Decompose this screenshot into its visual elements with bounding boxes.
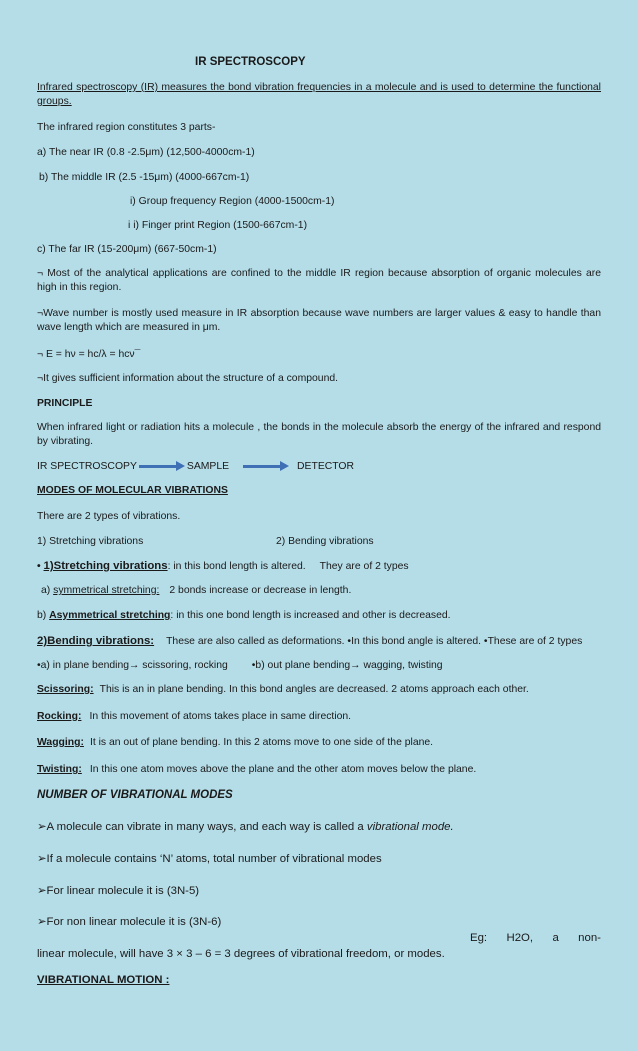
regions-intro: The infrared region constitutes 3 parts- [37,122,216,133]
bullet-wave-number: ¬Wave number is mostly used measure in IR absorption because wave numbers are larger values & easy to handle than wave length which are measured in μm. [37,308,601,333]
flow-sample: SAMPLE [186,461,230,472]
bullet-energy-formula: ¬ E = hν = hc/λ = hcν¯ [37,349,141,360]
two-types-text: There are 2 types of vibrations. [37,511,181,522]
rocking-text: In this movement of atoms takes place in same direction. [89,711,352,722]
scissoring-line [37,683,601,697]
asym-prefix: b) [37,610,50,621]
vibrational-motion-heading: VIBRATIONAL MOTION : [37,974,170,986]
wagging-text: It is an out of plane bending. In this 2 atoms move to one side of the plane. [89,737,434,748]
principle-text: When infrared light or radiation hits a molecule , the bonds in the molecule absorb the energy of the infrared and respond by vibrating. [37,422,601,447]
symmetrical-label: symmetrical stretching: [53,585,160,596]
scissoring-text: This is an in plane bending. In this bond angles are decreased. 2 atoms approach each other. [99,684,529,695]
middle-ir-line: b) The middle IR (2.5 -15μm) (4000-667cm-1) [39,172,250,183]
flow-ir-spectroscopy: IR SPECTROSCOPY [37,461,137,472]
bending-label: 2)Bending vibrations: [37,635,155,647]
bending-line [37,634,601,649]
wagging-label: Wagging: [37,737,84,748]
eg-non: non- [578,932,601,944]
right-arrow-icon [139,461,185,471]
far-ir-line: c) The far IR (15-200μm) (667-50cm-1) [37,244,217,255]
twisting-text: In this one atom moves above the plane and the other atom moves below the plane. [89,764,477,775]
asymmetrical-line [37,609,601,623]
flow-detector: DETECTOR [297,461,355,472]
eg-label: Eg: [470,932,488,944]
intro-paragraph: Infrared spectroscopy (IR) measures the bond vibration frequencies in a molecule and is used to determine the functional groups. [37,82,601,107]
flow-diagram [37,460,601,474]
stretching-text: : in this bond length is altered. [167,561,306,572]
twisting-line [37,763,601,777]
modes-item-2: ➢If a molecule contains ‘N’ atoms, total number of vibrational modes [37,853,382,865]
right-arrow-icon [243,461,289,471]
num-modes-heading: NUMBER OF VIBRATIONAL MODES [37,789,233,801]
bending-text: These are also called as deformations. •In this bond angle is altered. •These are of 2 types [166,636,583,647]
bending-types-line [37,659,601,673]
wagging-line [37,736,601,750]
stretching-short: 1) Stretching vibrations [37,536,144,547]
stretching-line: • 1)Stretching vibrations: in this bond length is altered. They are of 2 types [37,560,409,572]
in-plane-bending: •a) in plane bending→ scissoring, rocking [37,660,228,671]
group-frequency-line: i) Group frequency Region (4000-1500cm-1) [130,196,335,207]
modes-item-4: ➢For non linear molecule it is (3N-6) [37,916,222,928]
twisting-label: Twisting: [37,764,82,775]
example-line-2: linear molecule, will have 3 × 3 – 6 = 3 degrees of vibrational freedom, or modes. [37,948,445,960]
finger-print-line: i i) Finger print Region (1500-667cm-1) [128,220,308,231]
modes-item-3: ➢For linear molecule it is (3N-5) [37,885,200,897]
example-line-1 [470,931,601,945]
principle-heading: PRINCIPLE [37,398,93,409]
eg-h2o: H2O, [506,932,534,944]
symmetrical-line [41,584,601,598]
modes-item-1 [37,820,601,834]
stretching-types: They are of 2 types [319,561,409,572]
sym-prefix: a) [41,585,54,596]
eg-a: a [552,932,559,944]
modes-heading: MODES OF MOLECULAR VIBRATIONS [37,485,228,496]
stretching-label: 1)Stretching vibrations [43,560,168,572]
page-title: IR SPECTROSCOPY [195,56,306,68]
asymmetrical-text: : in this one bond length is increased and other is decreased. [170,610,451,621]
vibrational-mode-term: vibrational mode. [366,821,454,833]
bullet-middle-ir: ¬ Most of the analytical applications are confined to the middle IR region because absorption of organic molecules are high in this region. [37,268,601,293]
rocking-label: Rocking: [37,711,82,722]
asymmetrical-label: Asymmetrical stretching [49,610,171,621]
out-plane-bending: •b) out plane bending→ wagging, twisting [251,660,443,671]
bullet-structure-info: ¬It gives sufficient information about the structure of a compound. [37,373,339,384]
bending-short: 2) Bending vibrations [276,536,374,547]
symmetrical-text: 2 bonds increase or decrease in length. [169,585,352,596]
scissoring-label: Scissoring: [37,684,94,695]
near-ir-line: a) The near IR (0.8 -2.5μm) (12,500-4000cm-1) [37,147,255,158]
rocking-line [37,710,601,724]
modes-item-1-text: ➢A molecule can vibrate in many ways, and each way is called a [37,821,367,833]
